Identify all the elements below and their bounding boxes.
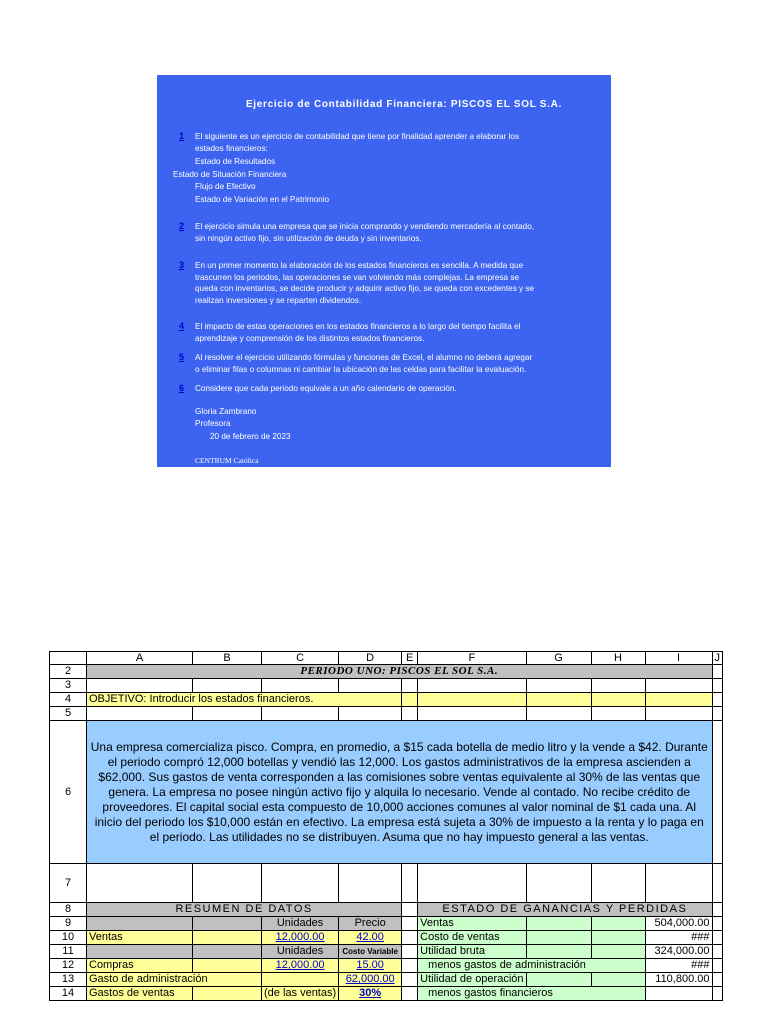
cell[interactable]: 110,800.00 [645, 973, 712, 987]
cell[interactable]: 62,000.00 [339, 973, 402, 987]
table-row [50, 665, 723, 679]
cell[interactable]: 30% [339, 987, 402, 1001]
cell[interactable] [526, 931, 591, 945]
income-statement-header[interactable]: ESTADO DE GANANCIAS Y PERDIDAS [418, 903, 712, 917]
cell[interactable]: Costo de ventas [418, 931, 526, 945]
column-header[interactable]: D [339, 652, 402, 665]
row-number[interactable]: 13 [50, 973, 87, 987]
cell[interactable] [402, 693, 418, 707]
row-number[interactable]: 9 [50, 917, 87, 931]
cell[interactable] [339, 707, 402, 721]
item-line: realizan inversiones y se reparten dividendos. [195, 295, 362, 305]
cell[interactable] [193, 864, 262, 903]
cell[interactable]: Unidades [262, 917, 339, 931]
item-number: 4 [179, 321, 185, 331]
column-header[interactable]: I [645, 652, 712, 665]
cell[interactable]: 12,000.00 [262, 959, 339, 973]
cell[interactable]: ### [645, 959, 712, 973]
cell[interactable] [712, 707, 723, 721]
row-number[interactable]: 8 [50, 903, 87, 917]
table-row [50, 864, 723, 903]
item-line: o eliminar filas o columnas ni cambiar la ubicación de las celdas para facilitar la evaluación. [195, 364, 527, 374]
cell[interactable] [87, 707, 193, 721]
cell[interactable] [591, 679, 645, 693]
cell[interactable] [712, 693, 723, 707]
item-line: El siguiente es un ejercicio de contabilidad que tiene por finalidad aprender a elaborar los [195, 132, 520, 141]
cell[interactable] [87, 679, 193, 693]
row-number[interactable]: 5 [50, 707, 87, 721]
table-row [50, 959, 723, 973]
cell[interactable]: Compras [87, 959, 193, 973]
author-role: Profesora [195, 419, 231, 428]
cell[interactable] [262, 707, 339, 721]
cell[interactable] [87, 945, 193, 959]
cell[interactable] [712, 973, 723, 987]
cell[interactable] [645, 679, 712, 693]
row-number[interactable]: 2 [50, 665, 87, 679]
cell[interactable]: (de las ventas) [262, 987, 339, 1001]
cell[interactable]: ### [645, 931, 712, 945]
instructions-panel [157, 75, 611, 467]
cell[interactable] [193, 987, 262, 1001]
cell[interactable] [402, 973, 418, 987]
row-number[interactable]: 6 [50, 721, 87, 864]
cell[interactable] [712, 931, 723, 945]
cell[interactable] [591, 917, 645, 931]
item-line: Al resolver el ejercicio utilizando fórmulas y funciones de Excel, el alumno no deberá agregar [195, 353, 533, 362]
cell[interactable]: Unidades [262, 945, 339, 959]
cell[interactable] [591, 693, 645, 707]
cell[interactable] [526, 707, 591, 721]
table-row [50, 945, 723, 959]
cell[interactable] [418, 679, 526, 693]
cell[interactable]: 15.00 [339, 959, 402, 973]
cell[interactable] [193, 931, 262, 945]
cell[interactable] [591, 945, 645, 959]
item-line: En un primer momento la elaboración de los estados financieros es sencilla. A medida que [195, 261, 524, 270]
item-text [195, 383, 609, 395]
corner-cell[interactable] [50, 652, 87, 665]
column-header[interactable]: H [591, 652, 645, 665]
item-line: Considere que cada periodo equivale a un año calendario de operación. [195, 384, 457, 393]
item-number: 3 [179, 260, 185, 270]
column-header[interactable]: F [418, 652, 526, 665]
table-row [50, 931, 723, 945]
item-line: aprendizaje y comprensión de los distintos estados financieros. [195, 333, 425, 343]
item-number: 1 [179, 131, 185, 141]
item-line: estados financieros: [195, 143, 268, 153]
cell[interactable]: Precio [339, 917, 402, 931]
cell[interactable] [402, 864, 418, 903]
cell[interactable] [193, 945, 262, 959]
cell[interactable] [712, 864, 723, 903]
table-row [50, 917, 723, 931]
cell[interactable] [712, 903, 723, 917]
objective-cell[interactable]: OBJETIVO: Introducir los estados financieros. [87, 693, 402, 707]
item-line: El ejercicio simula una empresa que se inicia comprando y vendiendo mercadería al contado, [195, 222, 535, 231]
cell[interactable] [526, 945, 591, 959]
row-number[interactable]: 10 [50, 931, 87, 945]
panel-title: Ejercicio de Contabilidad Financiera: PISCOS EL SOL S.A. [245, 99, 563, 110]
cell[interactable] [591, 864, 645, 903]
table-row [50, 973, 723, 987]
item-text [195, 221, 609, 244]
cell[interactable] [87, 917, 193, 931]
cell[interactable]: Utilidad de operación [418, 973, 526, 987]
cell[interactable] [402, 903, 418, 917]
cell[interactable] [526, 693, 591, 707]
cell[interactable] [712, 917, 723, 931]
row-number[interactable]: 7 [50, 864, 87, 903]
cell[interactable] [339, 679, 402, 693]
cell[interactable]: Gastos de ventas [87, 987, 193, 1001]
spreadsheet [49, 651, 723, 1001]
cell[interactable]: Ventas [418, 917, 526, 931]
item-text [195, 131, 609, 154]
item-number: 6 [179, 383, 185, 393]
cell[interactable] [262, 973, 339, 987]
cell[interactable]: 324,000.00 [645, 945, 712, 959]
cell[interactable] [591, 707, 645, 721]
cell[interactable] [712, 721, 723, 864]
cell[interactable] [402, 945, 418, 959]
row-number[interactable]: 12 [50, 959, 87, 973]
column-header[interactable]: G [526, 652, 591, 665]
item-text [195, 260, 609, 306]
sheet-title[interactable]: PERIODO UNO: PISCOS EL SOL S.A. [87, 665, 713, 679]
cell[interactable] [402, 679, 418, 693]
cell[interactable] [712, 665, 723, 679]
column-header[interactable]: B [193, 652, 262, 665]
cell[interactable]: 12,000.00 [262, 931, 339, 945]
cell[interactable] [526, 917, 591, 931]
table-row [50, 987, 723, 1001]
cell[interactable] [526, 973, 591, 987]
item-line: queda con inventarios, se decide producir y adquirir activo fijo, se queda con excedentes y se [195, 284, 535, 293]
cell[interactable] [712, 945, 723, 959]
statement-line: Estado de Variación en el Patrimonio [195, 195, 330, 204]
cell[interactable] [645, 707, 712, 721]
item-number: 5 [179, 352, 185, 362]
item-line: El impacto de estas operaciones en los estados financieros a lo largo del tiempo facilita el [195, 322, 521, 331]
problem-statement-cell[interactable]: Una empresa comercializa pisco. Compra, en promedio, a $15 cada botella de medio litro y la vende a $42. Durante el periodo compró 12,000 botellas y vendió las 12,000. Los gastos administrativos de la empresa ascienden a $62,000. Sus gastos de venta corresponden a las comisiones sobre ventas equivalente al 30% de las ventas que genera. La empresa no posee ningún activo fijo y alquila lo necesario. Vende al contado. No recibe crédito de proveedores. El capital social esta compuesto de 10,000 acciones comunes al valor nominal de $1 cada una. Al inicio del periodo los $10,000 están en efectivo. La empresa está sujeta a 30% de impuesto a la renta y lo paga en el periodo. Las utilidades no se distribuyen. Asuma que no hay impuesto general a las ventas. [87, 721, 713, 864]
row-number[interactable]: 11 [50, 945, 87, 959]
cell[interactable] [712, 959, 723, 973]
cell[interactable]: Gasto de administración [87, 973, 262, 987]
cell[interactable] [418, 864, 526, 903]
item-number: 2 [179, 221, 185, 231]
cell[interactable] [193, 959, 262, 973]
table-row [50, 707, 723, 721]
author-name: Gloria Zambrano [195, 407, 257, 416]
cell[interactable] [402, 707, 418, 721]
cell[interactable] [402, 931, 418, 945]
column-header[interactable]: C [262, 652, 339, 665]
cell[interactable] [402, 917, 418, 931]
cell[interactable] [526, 864, 591, 903]
cell[interactable] [645, 864, 712, 903]
cell[interactable] [87, 864, 193, 903]
cell[interactable]: menos gastos de administración [418, 959, 645, 973]
cell[interactable] [193, 917, 262, 931]
statement-line: Estado de Resultados [195, 157, 276, 166]
cell[interactable] [418, 707, 526, 721]
cell[interactable] [193, 707, 262, 721]
date-text: 20 de febrero de 2023 [210, 432, 291, 441]
cell[interactable]: menos gastos financieros [418, 987, 645, 1001]
cell[interactable] [262, 679, 339, 693]
cell[interactable] [262, 864, 339, 903]
cell[interactable] [402, 959, 418, 973]
statement-line: Flujo de Efectivo [195, 182, 256, 191]
row-number[interactable]: 3 [50, 679, 87, 693]
cell[interactable] [712, 987, 723, 1001]
cell[interactable] [402, 987, 418, 1001]
institution-name: CENTRUM Católica [195, 456, 259, 465]
cell[interactable]: Costo Variable [339, 945, 402, 959]
cell[interactable] [645, 987, 712, 1001]
statement-line: Estado de Situación Financiera [173, 170, 287, 179]
table-row [50, 693, 723, 707]
cell[interactable] [418, 693, 526, 707]
column-header[interactable]: E [402, 652, 418, 665]
row-number[interactable]: 4 [50, 693, 87, 707]
cell[interactable] [526, 679, 591, 693]
item-text [195, 321, 609, 344]
cell[interactable] [645, 693, 712, 707]
table-row [50, 903, 723, 917]
table-row [50, 679, 723, 693]
cell[interactable]: Utilidad bruta [418, 945, 526, 959]
cell[interactable] [591, 973, 645, 987]
cell[interactable]: Ventas [87, 931, 193, 945]
data-summary-header[interactable]: RESUMEN DE DATOS [87, 903, 402, 917]
cell[interactable] [712, 679, 723, 693]
cell[interactable]: 42.00 [339, 931, 402, 945]
cell[interactable] [591, 931, 645, 945]
row-number[interactable]: 14 [50, 987, 87, 1001]
item-text [195, 352, 609, 375]
cell[interactable] [193, 679, 262, 693]
column-header-row [50, 652, 723, 665]
item-line: sin ningún activo fijo, sin utilización de deuda y sin inventarios. [195, 233, 422, 243]
column-header[interactable]: A [87, 652, 193, 665]
cell[interactable] [339, 864, 402, 903]
column-header[interactable]: J [712, 652, 723, 665]
table-row [50, 721, 723, 864]
cell[interactable]: 504,000.00 [645, 917, 712, 931]
item-line: trascurren los periodos, las operaciones se van volviendo más complejas. La empresa se [195, 272, 520, 282]
